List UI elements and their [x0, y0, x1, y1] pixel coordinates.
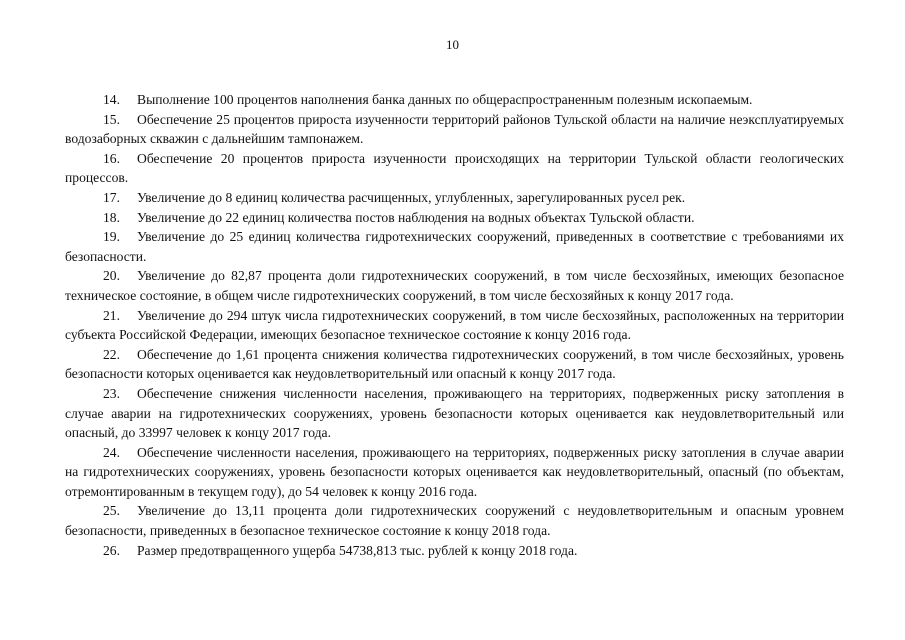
- item-text: Обеспечение численности населения, проживающего на территориях, подверженных риску затопления в случае аварии на гидротехнических сооружениях, уровень безопасности которых оценивается как неудовлетворительный, опасный (по объектам, отремонтированным в текущем году), до 54 человек к концу 2016 года.: [65, 444, 844, 499]
- item-text: Размер предотвращенного ущерба 54738,813 тыс. рублей к концу 2018 года.: [137, 542, 578, 558]
- item-text: Выполнение 100 процентов наполнения банка данных по общераспространенным полезным ископаемым.: [137, 92, 753, 107]
- item-text: Увеличение до 82,87 процента доли гидротехнических сооружений, в том числе бесхозяйных, имеющих безопасное техническое состояние, в общем числе гидротехнических сооружений, в том числе бесхозяйных к концу 2017 года.: [65, 268, 844, 303]
- list-item: [65, 501, 844, 540]
- item-text: Увеличение до 294 штук числа гидротехнических сооружений, в том числе бесхозяйных, расположенных на территории субъекта Российской Федерации, имеющих безопасное техническое состояние к концу 2016 года.: [65, 307, 844, 343]
- list-item: [65, 266, 844, 305]
- document-body: [65, 90, 844, 560]
- list-item: [65, 306, 844, 345]
- list-item: [65, 110, 844, 149]
- item-number: 15.: [103, 111, 120, 127]
- page-number: 10: [446, 37, 459, 52]
- list-item: [65, 227, 844, 266]
- item-number: 19.: [103, 229, 120, 245]
- item-text: Обеспечение до 1,61 процента снижения количества гидротехнических сооружений, в том числе бесхозяйных, уровень безопасности которых оценивается как неудовлетворительный или опасный к концу 2017 года.: [65, 346, 844, 382]
- item-number: 16.: [103, 150, 120, 166]
- list-item: [65, 208, 844, 228]
- item-number: 22.: [103, 346, 120, 362]
- list-item: [65, 345, 844, 384]
- list-item: [65, 149, 844, 188]
- list-item: [65, 90, 844, 110]
- item-number: 25.: [103, 503, 120, 519]
- item-text: Обеспечение 20 процентов прироста изученности происходящих на территории Тульской области геологических процессов.: [65, 150, 844, 186]
- list-item: [65, 384, 844, 443]
- item-text: Увеличение до 22 единиц количества постов наблюдения на водных объектах Тульской области.: [137, 209, 695, 225]
- item-number: 26.: [103, 542, 120, 558]
- list-item: [65, 541, 844, 561]
- item-number: 21.: [103, 307, 120, 323]
- item-number: 20.: [103, 268, 120, 284]
- item-number: 23.: [103, 385, 120, 401]
- item-number: 18.: [103, 209, 120, 225]
- item-number: 24.: [103, 444, 120, 460]
- list-item: [65, 188, 844, 208]
- item-text: Увеличение до 8 единиц количества расчищенных, углубленных, зарегулированных русел рек.: [137, 189, 686, 205]
- item-text: Увеличение до 13,11 процента доли гидротехнических сооружений с неудовлетворительным и опасным уровнем безопасности, приведенных в безопасное техническое состояние к концу 2018 года.: [65, 503, 844, 539]
- item-number: 14.: [103, 92, 120, 107]
- item-text: Увеличение до 25 единиц количества гидротехнических сооружений, приведенных в соответствие с требованиями их безопасности.: [65, 229, 844, 264]
- list-item: [65, 443, 844, 502]
- item-number: 17.: [103, 189, 120, 205]
- item-text: Обеспечение снижения численности населения, проживающего на территориях, подверженных риску затопления в случае аварии на гидротехнических сооружениях, уровень безопасности которых оценивается как неудовлетворительный или опасный, до 33997 человек к концу 2017 года.: [65, 385, 844, 441]
- item-text: Обеспечение 25 процентов прироста изученности территорий районов Тульской области на наличие неэксплуатируемых водозаборных скважин с дальнейшим тампонажем.: [65, 111, 844, 147]
